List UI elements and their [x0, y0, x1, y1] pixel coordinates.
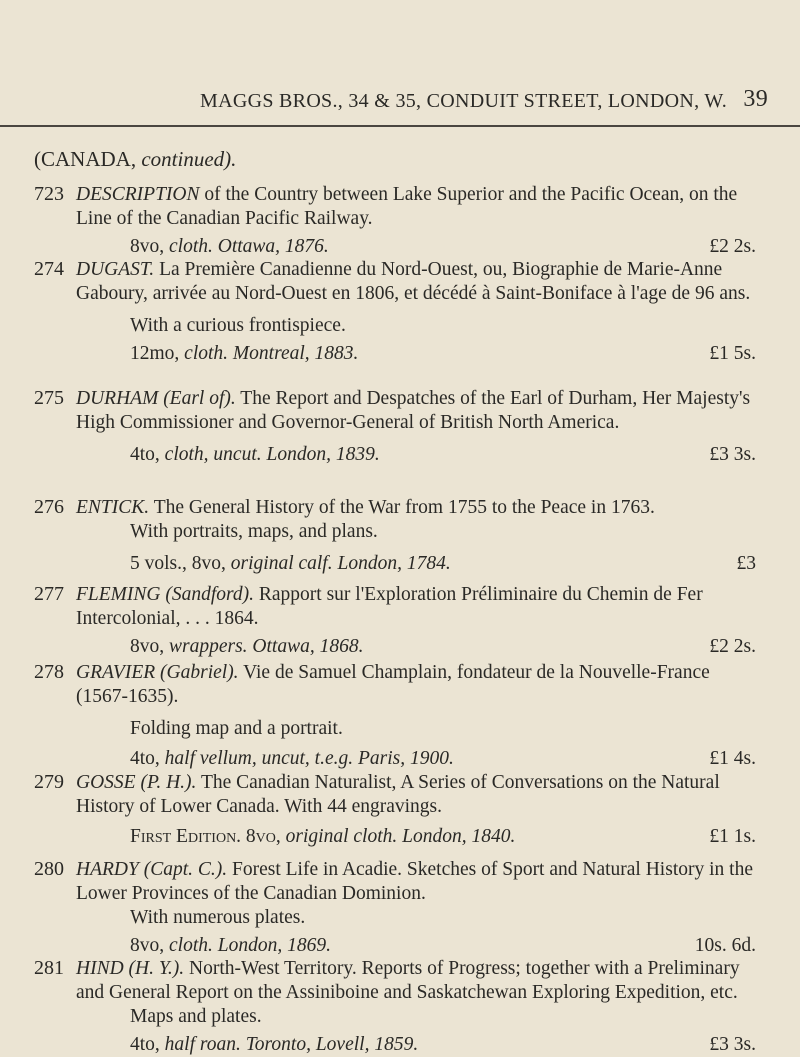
entry-heading: GOSSE (P. H.). [76, 772, 197, 793]
header-text: MAGGS BROS., 34 & 35, CONDUIT STREET, LONDON, W. [200, 90, 728, 112]
entry-text: The General History of the War from 1755 to the Peace in 1763. [153, 497, 655, 518]
entry-imprint-line [76, 934, 762, 958]
entry-text: Forest Life in Acadie. Sketches of Sport and Natural History in the Lower Provinces of the Canadian Dominion. [76, 859, 753, 904]
entry-imprint: half vellum, uncut, t.e.g. Paris, 1900. [164, 748, 454, 769]
entry-number: 275 [34, 387, 64, 409]
entry-imprint-line [76, 747, 762, 771]
entry-imprint-line [76, 825, 762, 849]
entry-price: £3 3s. [709, 444, 756, 465]
entry-imprint: half roan. Toronto, Lovell, 1859. [164, 1034, 419, 1055]
entry-note: With a curious frontispiece. [130, 315, 346, 336]
entry-imprint-line [76, 235, 762, 259]
entry-format: 8vo, [130, 935, 165, 956]
entry-text: The Report and Despatches of the Earl of Durham, Her Majesty's High Commissioner and Governor-General of British North America. [76, 388, 751, 433]
entry-number: 277 [34, 583, 64, 605]
entry-imprint-line [76, 635, 762, 659]
entry-heading: GRAVIER (Gabriel). [76, 662, 239, 683]
entry-imprint-line [76, 342, 762, 366]
entry-body [76, 258, 762, 366]
entry-price: £3 [736, 553, 756, 574]
entry-heading: DURHAM (Earl of). [76, 388, 236, 409]
entry-number: 274 [34, 258, 64, 280]
entry-format: 4to, [130, 1034, 160, 1055]
section-heading [34, 147, 236, 172]
entry-imprint: original cloth. London, 1840. [285, 826, 516, 847]
entry-number: 723 [34, 183, 64, 205]
entry-body [76, 496, 762, 576]
entry-text: La Première Canadienne du Nord-Ouest, ou, Biographie de Marie-Anne Gaboury, arrivée au Nord-Ouest en 1806, et décédé à Saint-Boniface à l'age de 96 ans. [76, 259, 751, 304]
entry-body [76, 583, 762, 659]
entry-price: £3 3s. [709, 1034, 756, 1055]
entry-note: With numerous plates. [130, 907, 306, 928]
entry-imprint: original calf. London, 1784. [230, 553, 451, 574]
entry-price: 10s. 6d. [694, 935, 756, 956]
entry-heading: FLEMING (Sandford). [76, 584, 255, 605]
header-rule [0, 125, 800, 127]
entry-imprint-line [76, 443, 762, 467]
entry-price: £2 2s. [709, 236, 756, 257]
entry-imprint-line [76, 1033, 762, 1057]
entry-format: 5 vols., 8vo, [130, 553, 226, 574]
entry-number: 279 [34, 771, 64, 793]
entry-number: 281 [34, 957, 64, 979]
section-prefix: ( [34, 147, 41, 171]
entry-heading: HARDY (Capt. C.). [76, 859, 228, 880]
entry-text: of the Country between Lake Superior and the Pacific Ocean, on the Line of the Canadian Pacific Railway. [76, 184, 738, 229]
entry-body [76, 661, 762, 771]
entry-heading: HIND (H. Y.). [76, 958, 185, 979]
entry-note: With portraits, maps, and plans. [130, 521, 378, 542]
entry-body [76, 183, 762, 259]
entry-imprint: wrappers. Ottawa, 1868. [169, 636, 364, 657]
entry-imprint: cloth. Montreal, 1883. [184, 343, 359, 364]
entry-text: Vie de Samuel Champlain, fondateur de la Nouvelle-France (1567-1635). [76, 662, 710, 707]
entry-body [76, 858, 762, 958]
page-number: 39 [743, 86, 768, 112]
section-suffix: continued). [141, 147, 237, 171]
catalogue-entry [0, 957, 800, 1055]
entry-price: £2 2s. [709, 636, 756, 657]
entry-imprint-line [76, 552, 762, 576]
entry-note: Folding map and a portrait. [130, 718, 343, 739]
entry-imprint: cloth, uncut. London, 1839. [164, 444, 380, 465]
entry-heading: DESCRIPTION [76, 184, 200, 205]
entry-imprint: cloth. London, 1869. [169, 935, 331, 956]
entry-format: 8vo, [130, 636, 165, 657]
entry-heading: ENTICK. [76, 497, 150, 518]
entry-format: 4to, [130, 444, 160, 465]
entry-imprint: cloth. Ottawa, 1876. [169, 236, 329, 257]
entry-text: North-West Territory. Reports of Progress; together with a Preliminary and General Report on the Assiniboine and Saskatchewan Exploring Expedition, etc. [76, 958, 740, 1003]
entry-number: 278 [34, 661, 64, 683]
entry-body [76, 957, 762, 1057]
page-header [200, 86, 768, 113]
entry-text: Rapport sur l'Exploration Préliminaire du Chemin de Fer Intercolonial, . . . 1864. [76, 584, 703, 629]
section-title: CANADA, [41, 147, 137, 171]
entry-body [76, 387, 762, 467]
entry-note: Maps and plates. [130, 1006, 262, 1027]
entry-format: 4to, [130, 748, 160, 769]
entry-format: 8vo, [130, 236, 165, 257]
entry-number: 280 [34, 858, 64, 880]
entry-format: 12mo, [130, 343, 180, 364]
entry-price: £1 5s. [709, 343, 756, 364]
entry-text: The Canadian Naturalist, A Series of Conversations on the Natural History of Lower Canada. With 44 engravings. [76, 772, 720, 817]
entry-format: First Edition. 8vo, [130, 826, 281, 847]
entry-body [76, 771, 762, 849]
entry-heading: DUGAST. [76, 259, 155, 280]
entry-price: £1 1s. [709, 826, 756, 847]
entry-price: £1 4s. [709, 748, 756, 769]
entry-number: 276 [34, 496, 64, 518]
